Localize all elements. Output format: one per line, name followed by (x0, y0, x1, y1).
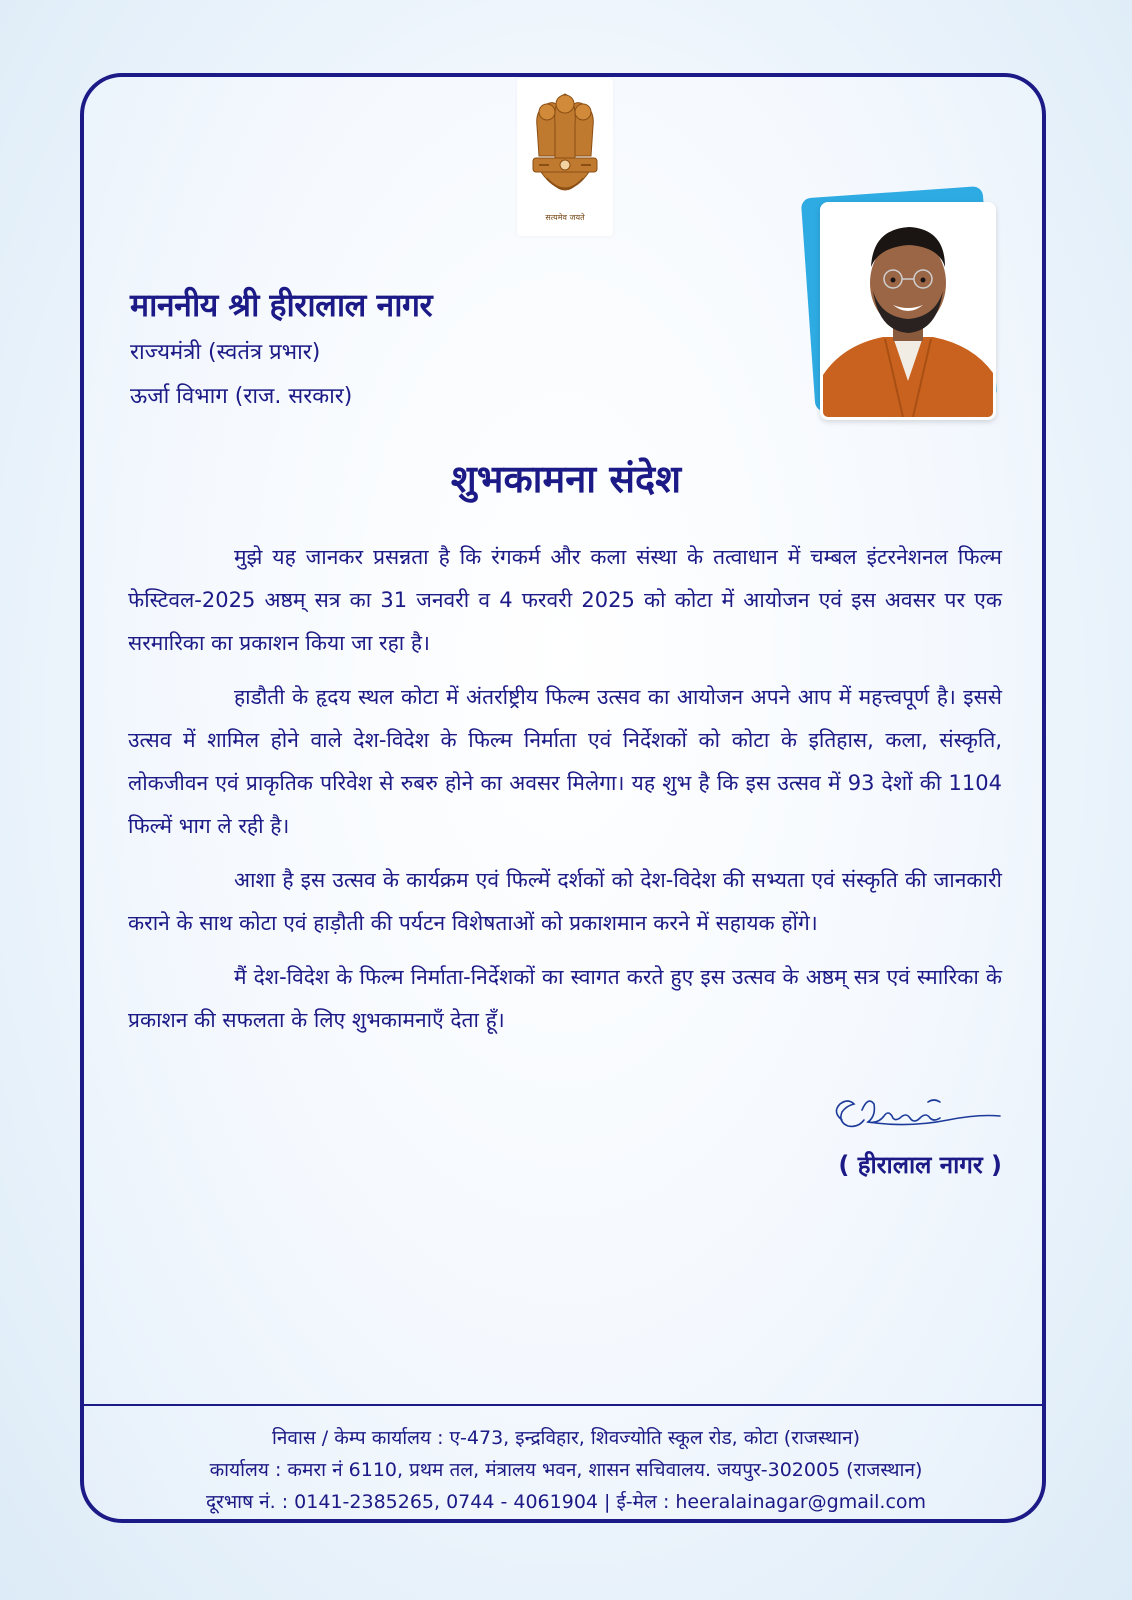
footer-residence-address: निवास / केम्प कार्यालय : ए-473, इन्द्रविहार, शिवज्योति स्कूल रोड, कोटा (राजस्थान) (271, 1427, 861, 1449)
message-body (128, 536, 1002, 1053)
handwritten-signature (828, 1090, 1008, 1146)
footer-divider (84, 1404, 1042, 1406)
message-paragraph: आशा है इस उत्सव के कार्यक्रम एवं फिल्में दर्शकों को देश-विदेश की सभ्यता एवं संस्कृति की जानकारी कराने के साथ कोटा एवं हाड़ौती की पर्यटन विशेषताओं को प्रकाशमान करने में सहायक होंगे। (128, 868, 1002, 935)
portrait-image (820, 202, 996, 420)
minister-name: माननीय श्री हीरालाल नागर (130, 286, 433, 324)
footer-office-address: कार्यालय : कमरा नं 6110, प्रथम तल, मंत्रालय भवन, शासन सचिवालय. जयपुर-302005 (राजस्थान) (209, 1459, 923, 1481)
footer-contact: दूरभाष नं. : 0141-2385265, 0744 - 4061904 | ई-मेल : heeralainagar@gmail.com (205, 1491, 927, 1513)
minister-designation: राज्यमंत्री (स्वतंत्र प्रभार) (130, 340, 321, 365)
message-paragraph: हाडौती के हृदय स्थल कोटा में अंतर्राष्ट्रीय फिल्म उत्सव का आयोजन अपने आप में महत्त्वपूर्ण है। इससे उत्सव में शामिल होने वाले देश-विदेश के फिल्म निर्माता एवं निर्देशकों को कोटा के इतिहास, कला, संस्कृति, लोकजीवन एवं प्राकृतिक परिवेश से रुबरु होने का अवसर मिलेगा। यह शुभ है कि इस उत्सव में 93 देशों की 1104 फिल्में भाग ले रही है। (128, 685, 1002, 838)
lion-capital-icon (525, 86, 605, 210)
emblem-motto: सत्यमेव जयते (545, 213, 585, 222)
signer-name: ( हीरालाल नागर ) (838, 1151, 1002, 1179)
message-title: शुभकामना संदेश (450, 457, 682, 501)
minister-department: ऊर्जा विभाग (राज. सरकार) (130, 384, 353, 409)
message-paragraph: मैं देश-विदेश के फिल्म निर्माता-निर्देशकों का स्वागत करते हुए इस उत्सव के अष्ठम् सत्र एवं स्मारिका के प्रकाशन की सफलता के लिए शुभकामनाएँ देता हूँ। (128, 965, 1002, 1032)
minister-photo (808, 192, 998, 420)
message-paragraph: मुझे यह जानकर प्रसन्नता है कि रंगकर्म और कला संस्था के तत्वाधान में चम्बल इंटरनेशनल फिल्म फेस्टिवल-2025 अष्ठम् सत्र का 31 जनवरी व 4 फरवरी 2025 को कोटा में आयोजन एवं इस अवसर पर एक सरमारिका का प्रकाशन किया जा रहा है। (128, 545, 1002, 655)
state-emblem (517, 78, 613, 236)
